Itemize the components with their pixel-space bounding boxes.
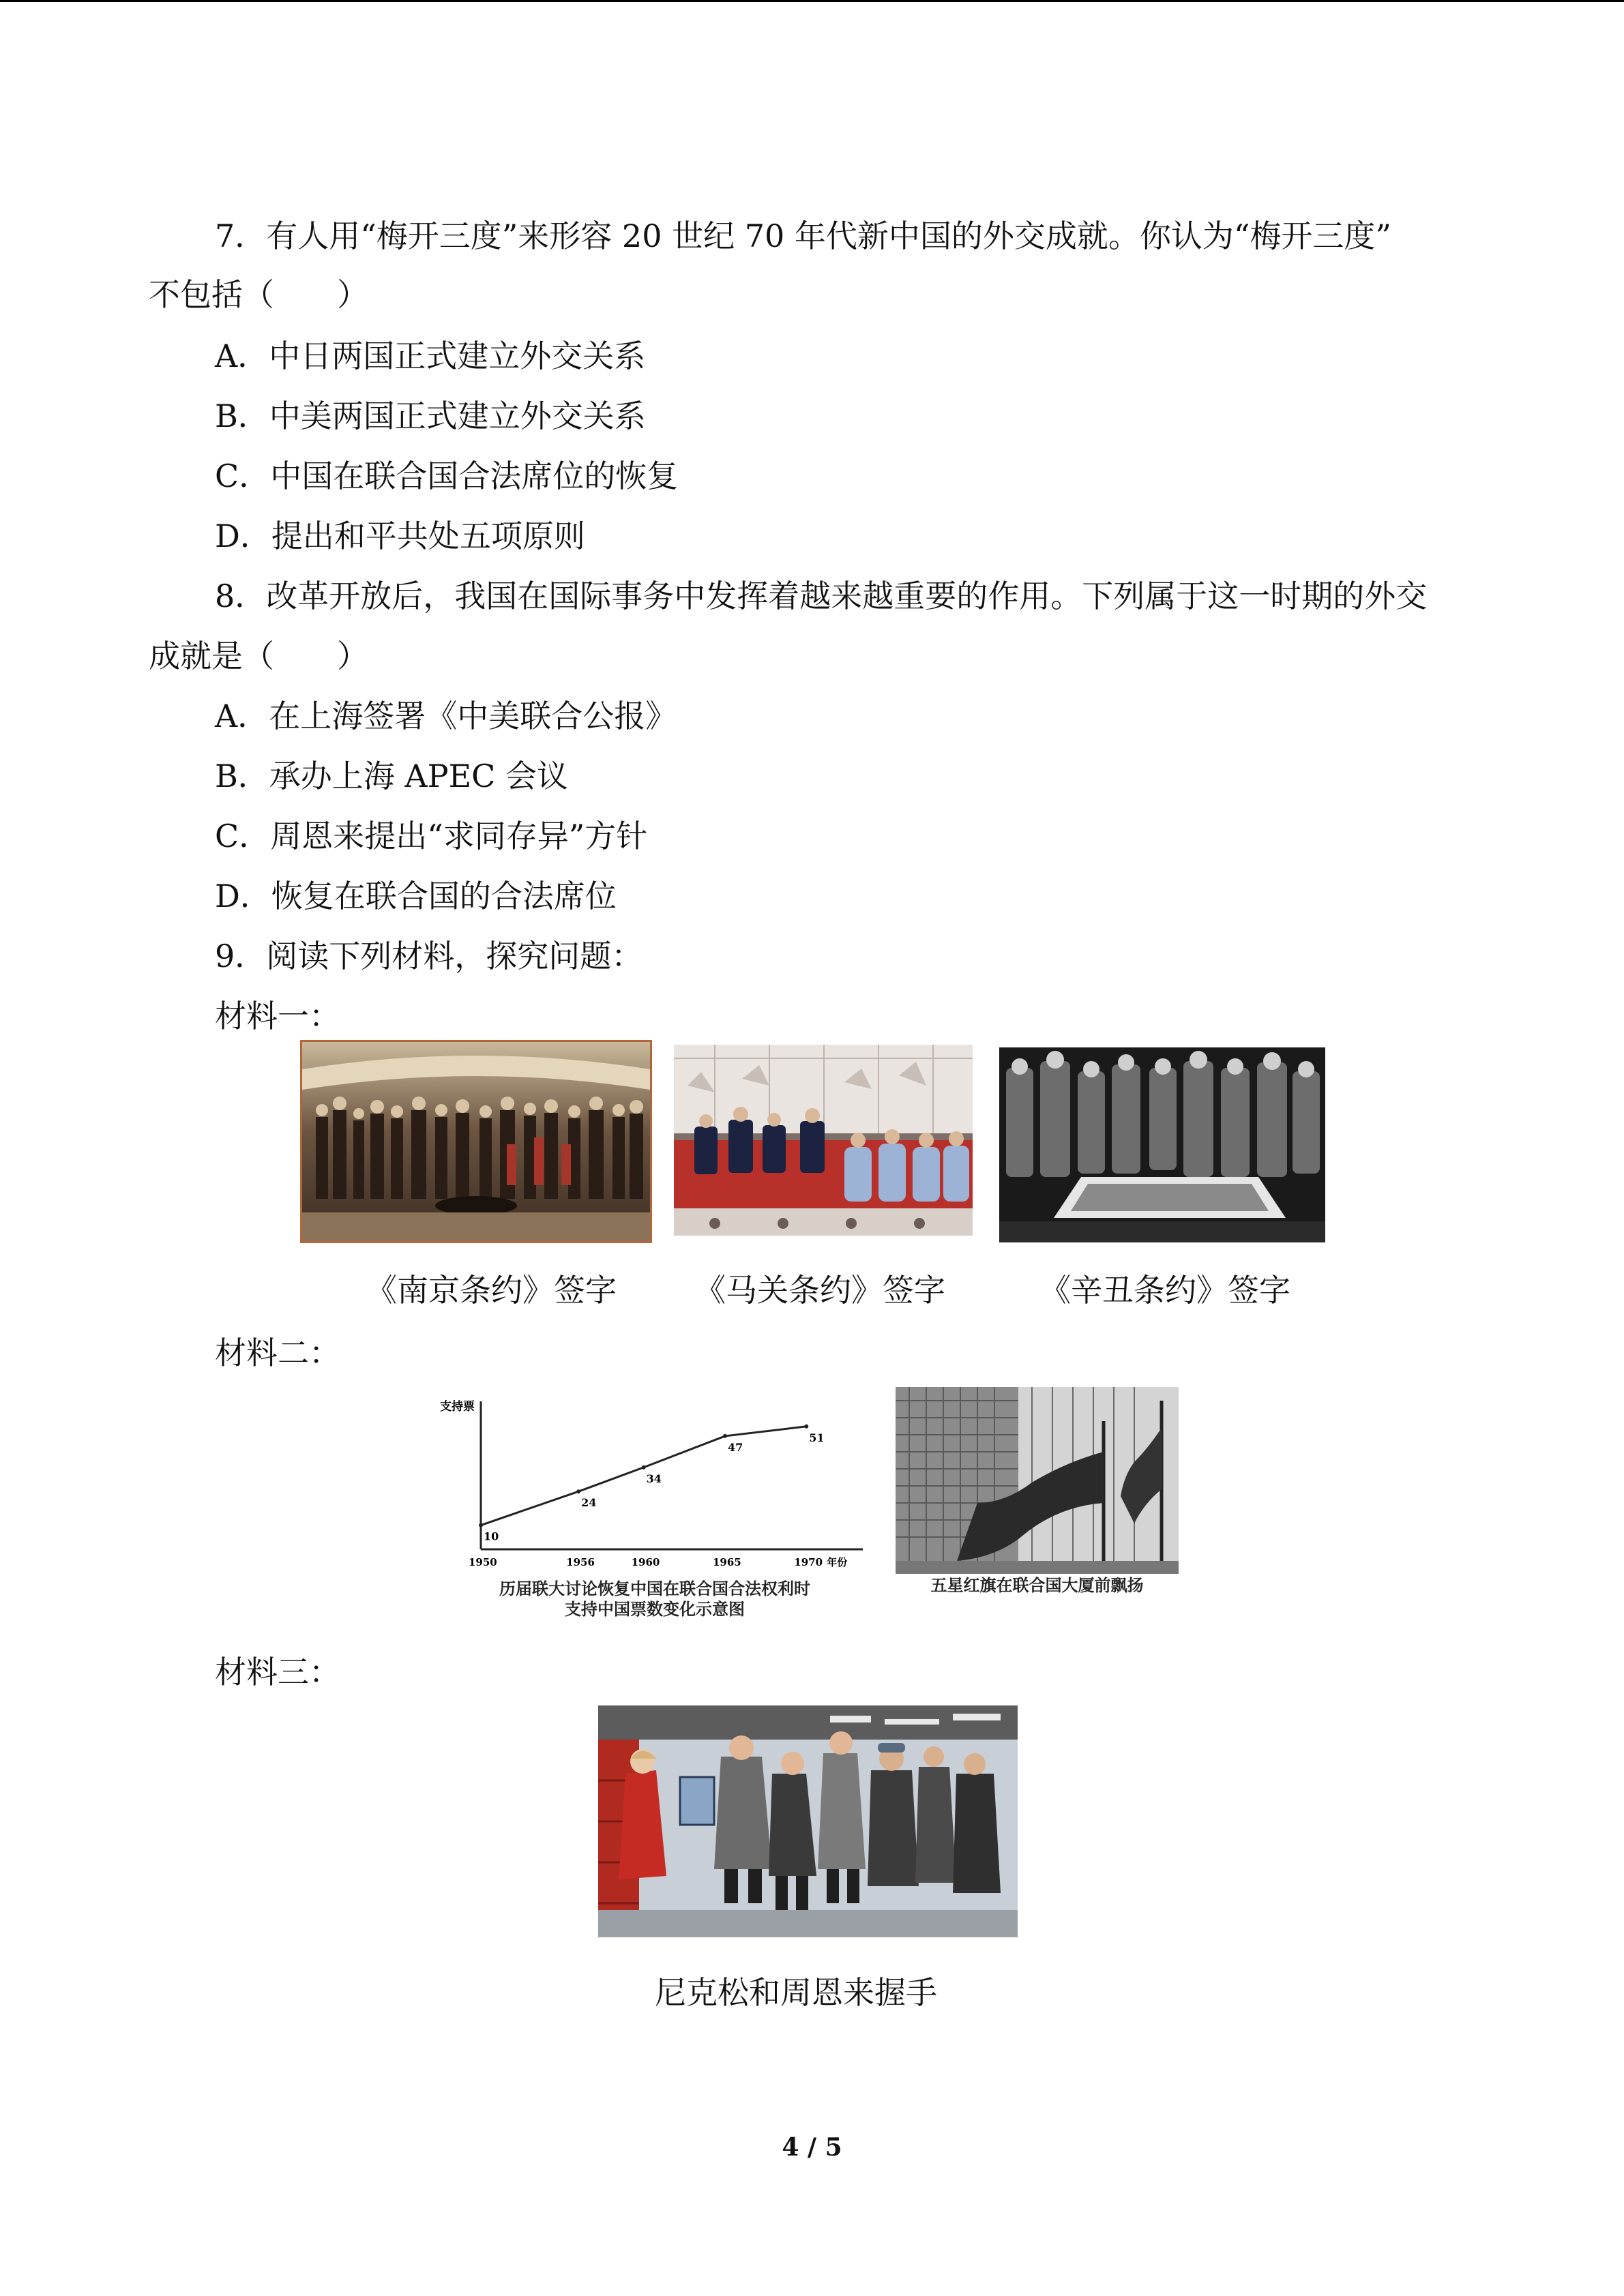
chart-caption-line2: 支持中国票数变化示意图 bbox=[565, 1600, 745, 1619]
shimonoseki-treaty-painting bbox=[674, 1045, 973, 1236]
vote-chart-svg bbox=[437, 1391, 873, 1579]
top-border bbox=[0, 0, 1624, 2]
page-number: 4 / 5 bbox=[782, 2133, 842, 2162]
vote-point-1956 bbox=[576, 1489, 580, 1493]
q8-stem-line2: 成就是（ ） bbox=[149, 638, 368, 674]
q8-option-d: D．恢复在联合国的合法席位 bbox=[215, 878, 617, 914]
q8-option-c: C．周恩来提出“求同存异”方针 bbox=[215, 818, 648, 854]
x-tick-label: 1950 bbox=[469, 1556, 497, 1568]
caption-shimonoseki-treaty: 《马关条约》签字 bbox=[694, 1272, 945, 1309]
vote-data-label: 51 bbox=[809, 1431, 825, 1444]
vote-point-1965 bbox=[723, 1434, 727, 1438]
un-vote-chart bbox=[437, 1391, 873, 1579]
q9-stem: 9．阅读下列材料，探究问题： bbox=[215, 938, 643, 974]
nixon-zhou-handshake-photo bbox=[598, 1705, 1018, 1937]
vote-point-1960 bbox=[642, 1465, 646, 1470]
q7-option-a: A．中日两国正式建立外交关系 bbox=[215, 338, 646, 374]
material1-label: 材料一： bbox=[215, 998, 340, 1034]
q7-option-d: D．提出和平共处五项原则 bbox=[215, 518, 585, 554]
vote-point-1970 bbox=[804, 1425, 808, 1429]
q8-option-b: B．承办上海 APEC 会议 bbox=[215, 758, 568, 794]
x-tick-label: 1960 bbox=[631, 1556, 660, 1568]
x-tick-label: 1965 bbox=[712, 1556, 741, 1568]
chart-caption-line1: 历届联大讨论恢复中国在联合国合法权利时 bbox=[499, 1579, 810, 1598]
vote-data-label: 10 bbox=[484, 1530, 499, 1543]
vote-series-line bbox=[481, 1427, 806, 1525]
chart-x-label: 年份 bbox=[827, 1556, 848, 1568]
q8-stem-line1: 8．改革开放后，我国在国际事务中发挥着越来越重要的作用。下列属于这一时期的外交 bbox=[215, 578, 1428, 614]
material2-label: 材料二： bbox=[215, 1335, 340, 1371]
vote-data-label: 47 bbox=[727, 1440, 743, 1454]
q7-stem-line2: 不包括（ ） bbox=[149, 276, 368, 313]
vote-point-1950 bbox=[479, 1523, 483, 1527]
q7-option-c: C．中国在联合国合法席位的恢复 bbox=[215, 458, 679, 494]
vote-data-label: 24 bbox=[581, 1496, 597, 1510]
q7-option-b: B．中美两国正式建立外交关系 bbox=[215, 398, 646, 434]
x-tick-label: 1956 bbox=[566, 1556, 595, 1568]
caption-nixon-zhou: 尼克松和周恩来握手 bbox=[655, 1974, 937, 2011]
nanjing-treaty-painting bbox=[300, 1040, 652, 1243]
material3-label: 材料三： bbox=[215, 1654, 340, 1690]
caption-xinchou-treaty: 《辛丑条约》签字 bbox=[1039, 1272, 1290, 1309]
q8-option-a: A．在上海签署《中美联合公报》 bbox=[215, 698, 677, 734]
vote-data-label: 34 bbox=[646, 1472, 662, 1485]
x-tick-label: 1970 bbox=[794, 1556, 823, 1568]
chart-y-label: 支持票 bbox=[440, 1400, 475, 1414]
q7-stem-line1: 7．有人用“梅开三度”来形容 20 世纪 70 年代新中国的外交成就。你认为“梅开三度” bbox=[215, 218, 1391, 254]
flag-photo-caption: 五星红旗在联合国大厦前飘扬 bbox=[930, 1576, 1144, 1595]
xinchou-treaty-photo bbox=[999, 1047, 1325, 1242]
caption-nanjing-treaty: 《南京条约》签字 bbox=[366, 1272, 617, 1309]
un-flag-photo bbox=[896, 1387, 1179, 1574]
